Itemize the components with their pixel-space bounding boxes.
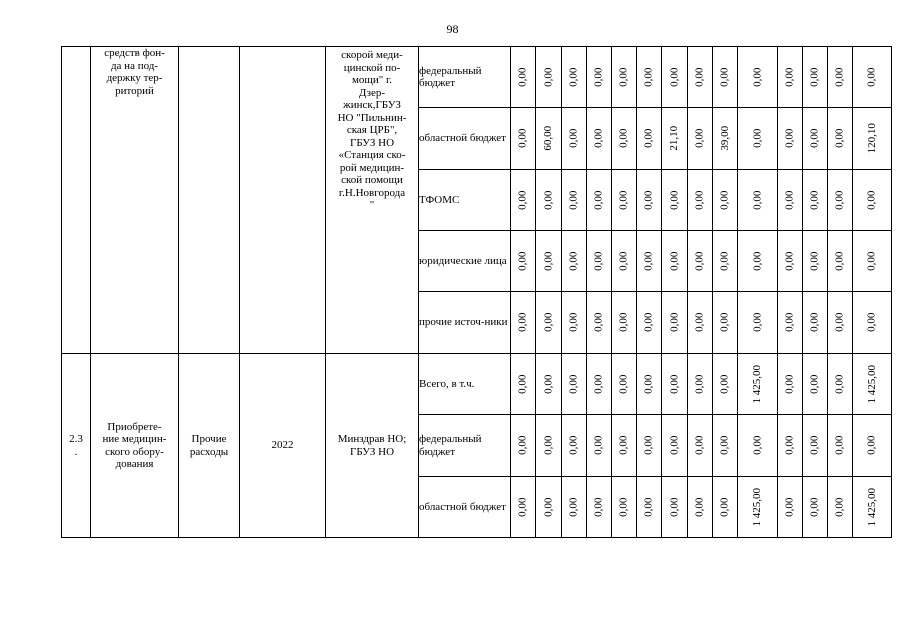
funding-source-cell: областной бюджет [419,477,511,538]
value-cell [661,292,687,354]
value-text: 0,00 [592,251,605,271]
value-cell [712,354,738,415]
value-text: 0,00 [542,435,555,456]
executor-cell [326,47,419,354]
value-text: 0,00 [542,67,555,87]
value-cell [511,415,536,477]
value-cell [802,47,827,108]
value-cell [738,231,778,292]
value-cell [738,47,778,108]
value-cell [661,354,687,415]
value-cell [561,415,586,477]
value-text: 0,00 [516,312,529,333]
value-cell [536,477,562,538]
expense-type-cell [179,47,240,354]
value-text: 0,00 [718,251,731,271]
value-cell [536,108,562,170]
value-cell [712,170,738,231]
value-text: 0,00 [865,312,878,333]
value-text: 60,00 [542,126,555,151]
value-cell [561,292,586,354]
value-text: 0,00 [667,497,680,517]
value-cell [738,108,778,170]
value-cell [712,108,738,170]
value-cell [687,415,712,477]
value-cell [561,477,586,538]
value-cell [852,170,892,231]
value-cell [777,477,802,538]
value-text: 0,00 [617,251,630,271]
budget-table [61,46,892,538]
value-text: 1 425,00 [865,364,878,404]
value-cell [636,108,661,170]
value-cell [611,47,636,108]
value-cell [852,108,892,170]
value-cell [636,170,661,231]
value-text: 0,00 [617,312,630,333]
value-cell [586,108,611,170]
value-cell [661,477,687,538]
value-cell [827,231,852,292]
value-text: 0,00 [542,251,555,271]
value-text: 0,00 [592,312,605,333]
value-text: 0,00 [718,374,731,394]
value-cell [852,415,892,477]
value-cell [687,292,712,354]
value-text: 0,00 [693,128,706,149]
table-row [62,47,892,108]
value-text: 0,00 [751,251,764,271]
value-cell [636,477,661,538]
value-text: 0,00 [516,497,529,517]
value-text: 0,00 [783,67,796,87]
value-cell [687,231,712,292]
value-text: 0,00 [693,497,706,517]
value-cell [661,231,687,292]
value-text: 0,00 [783,312,796,333]
table-body [62,47,892,538]
value-text: 0,00 [642,251,655,271]
value-cell [536,47,562,108]
value-text: 0,00 [567,374,580,394]
value-cell [586,292,611,354]
value-text: 0,00 [808,190,821,210]
value-cell [536,170,562,231]
value-cell [536,354,562,415]
value-cell [802,354,827,415]
value-cell [511,108,536,170]
value-text: 0,00 [833,128,846,149]
value-cell [561,231,586,292]
expense-type-cell: Прочие расходы [179,354,240,538]
value-cell [636,354,661,415]
value-text: 0,00 [808,497,821,517]
row-number-cell [62,47,91,354]
funding-source-cell: прочие источ-ники [419,292,511,354]
value-cell [636,231,661,292]
value-text: 0,00 [667,67,680,87]
value-text: 0,00 [567,128,580,149]
value-cell [511,354,536,415]
value-text: 0,00 [516,251,529,271]
measure-cell: Приобрете- ние медицин- ского обору- дования [91,354,179,538]
value-text: 39,00 [718,126,731,151]
value-text: 0,00 [718,497,731,517]
funding-source-cell: ТФОМС [419,170,511,231]
value-cell [687,108,712,170]
value-cell [636,47,661,108]
value-text: 0,00 [833,374,846,394]
value-text: 0,00 [617,128,630,149]
value-cell [561,170,586,231]
value-text: 0,00 [617,190,630,210]
value-cell [777,231,802,292]
value-text: 0,00 [667,312,680,333]
page-number: 98 [446,22,459,36]
value-cell [687,354,712,415]
value-text: 0,00 [693,190,706,210]
value-cell [802,231,827,292]
funding-source-cell: юридические лица [419,231,511,292]
value-cell [852,477,892,538]
value-text: 0,00 [667,435,680,456]
value-cell [611,477,636,538]
value-text: 0,00 [617,374,630,394]
value-cell [661,47,687,108]
value-cell [712,47,738,108]
value-text: 0,00 [783,128,796,149]
value-cell [852,231,892,292]
value-cell [712,231,738,292]
value-text: 0,00 [567,312,580,333]
value-cell [777,415,802,477]
value-text: 0,00 [567,190,580,210]
value-cell [611,108,636,170]
value-text: 0,00 [642,374,655,394]
value-cell [611,415,636,477]
value-text: 0,00 [751,128,764,149]
value-text: 0,00 [833,67,846,87]
value-text: 0,00 [642,190,655,210]
value-text: 0,00 [833,435,846,456]
value-text: 0,00 [693,251,706,271]
value-text: 0,00 [567,497,580,517]
value-cell [802,108,827,170]
value-text: 0,00 [617,497,630,517]
funding-source-cell: Всего, в т.ч. [419,354,511,415]
value-text: 0,00 [516,435,529,456]
value-text: 0,00 [751,67,764,87]
value-text: 0,00 [542,312,555,333]
value-text: 1 425,00 [865,487,878,527]
value-cell [827,108,852,170]
value-cell [611,292,636,354]
value-cell [712,292,738,354]
value-text: 0,00 [833,497,846,517]
value-text: 0,00 [642,128,655,149]
value-text: 0,00 [693,312,706,333]
value-text: 0,00 [567,67,580,87]
value-text: 0,00 [542,190,555,210]
value-cell [827,292,852,354]
value-cell [511,477,536,538]
value-text: 0,00 [667,374,680,394]
value-cell [511,170,536,231]
value-text: 0,00 [833,312,846,333]
value-text: 0,00 [783,435,796,456]
value-cell [802,415,827,477]
value-cell [561,108,586,170]
value-text: 0,00 [718,190,731,210]
value-text: 0,00 [617,435,630,456]
value-text: 0,00 [833,251,846,271]
value-cell [852,292,892,354]
value-text: 0,00 [592,435,605,456]
value-text: 0,00 [642,312,655,333]
value-cell [561,47,586,108]
value-text: 0,00 [693,435,706,456]
value-cell [827,47,852,108]
value-text: 0,00 [833,190,846,210]
value-text: 0,00 [865,251,878,271]
value-text: 0,00 [808,435,821,456]
value-text: 0,00 [693,374,706,394]
value-cell [687,47,712,108]
value-text: 0,00 [718,67,731,87]
value-text: 120,10 [865,123,878,154]
value-cell [802,292,827,354]
value-cell [687,170,712,231]
value-text: 0,00 [542,374,555,394]
value-text: 0,00 [516,128,529,149]
funding-source-cell: федеральный бюджет [419,415,511,477]
value-cell [827,415,852,477]
value-cell [511,231,536,292]
value-text: 0,00 [516,374,529,394]
value-cell [586,415,611,477]
value-text: 0,00 [592,497,605,517]
value-text: 0,00 [642,67,655,87]
value-cell [611,170,636,231]
value-cell [636,292,661,354]
value-cell [712,477,738,538]
value-text: 0,00 [808,374,821,394]
value-text: 0,00 [516,67,529,87]
year-cell [240,47,326,354]
value-text: 1 425,00 [751,487,764,527]
value-cell [777,108,802,170]
value-text: 0,00 [567,251,580,271]
value-cell [586,477,611,538]
value-cell [586,47,611,108]
value-cell [777,354,802,415]
value-text: 0,00 [783,374,796,394]
funding-source-cell: областной бюджет [419,108,511,170]
value-cell [827,170,852,231]
value-cell [611,354,636,415]
measure-cell [91,47,179,354]
value-cell [712,415,738,477]
measure-text: средств фон- да на под- держку тер- риторий [104,47,165,97]
value-text: 0,00 [808,67,821,87]
value-text: 0,00 [751,312,764,333]
value-cell [536,231,562,292]
value-text: 0,00 [783,251,796,271]
value-text: 0,00 [718,312,731,333]
value-cell [586,231,611,292]
value-text: 21,10 [667,126,680,151]
value-cell [611,231,636,292]
value-cell [738,292,778,354]
value-text: 0,00 [667,190,680,210]
value-cell [536,292,562,354]
value-cell [511,292,536,354]
value-cell [661,415,687,477]
value-text: 0,00 [751,435,764,456]
value-cell [852,354,892,415]
value-cell [777,47,802,108]
value-text: 0,00 [617,67,630,87]
value-cell [777,292,802,354]
value-text: 0,00 [808,312,821,333]
value-cell [777,170,802,231]
value-cell [827,477,852,538]
value-text: 0,00 [808,128,821,149]
value-cell [802,170,827,231]
value-text: 0,00 [642,435,655,456]
value-text: 0,00 [808,251,821,271]
value-cell [661,108,687,170]
value-cell [586,170,611,231]
value-text: 0,00 [865,67,878,87]
value-cell [536,415,562,477]
value-text: 0,00 [592,374,605,394]
value-text: 0,00 [865,190,878,210]
executor-text: скорой меди- цинской по- мощи" г. Дзер- жинск,ГБУЗ НО "Пильнин- ская ЦРБ", ГБУЗ НО «Станция ско- рой медицин- ской помощи г.Н.Новгорода " [337,49,407,211]
value-text: 0,00 [592,190,605,210]
value-cell [738,415,778,477]
value-text: 0,00 [783,190,796,210]
value-cell [561,354,586,415]
value-text: 0,00 [567,435,580,456]
row-number-cell: 2.3 . [62,354,91,538]
value-cell [852,47,892,108]
value-text: 0,00 [667,251,680,271]
value-cell [738,170,778,231]
value-text: 0,00 [516,190,529,210]
value-cell [511,47,536,108]
value-text: 0,00 [642,497,655,517]
table-row [62,354,892,415]
value-text: 0,00 [751,190,764,210]
value-cell [738,354,778,415]
value-text: 0,00 [783,497,796,517]
value-text: 1 425,00 [751,364,764,404]
value-cell [802,477,827,538]
value-cell [586,354,611,415]
value-cell [827,354,852,415]
value-cell [738,477,778,538]
value-text: 0,00 [693,67,706,87]
value-text: 0,00 [592,67,605,87]
executor-cell: Минздрав НО; ГБУЗ НО [326,354,419,538]
value-text: 0,00 [718,435,731,456]
value-cell [636,415,661,477]
value-text: 0,00 [542,497,555,517]
value-cell [661,170,687,231]
value-text: 0,00 [592,128,605,149]
funding-source-cell: федеральный бюджет [419,47,511,108]
year-cell: 2022 [240,354,326,538]
value-cell [687,477,712,538]
value-text: 0,00 [865,435,878,456]
